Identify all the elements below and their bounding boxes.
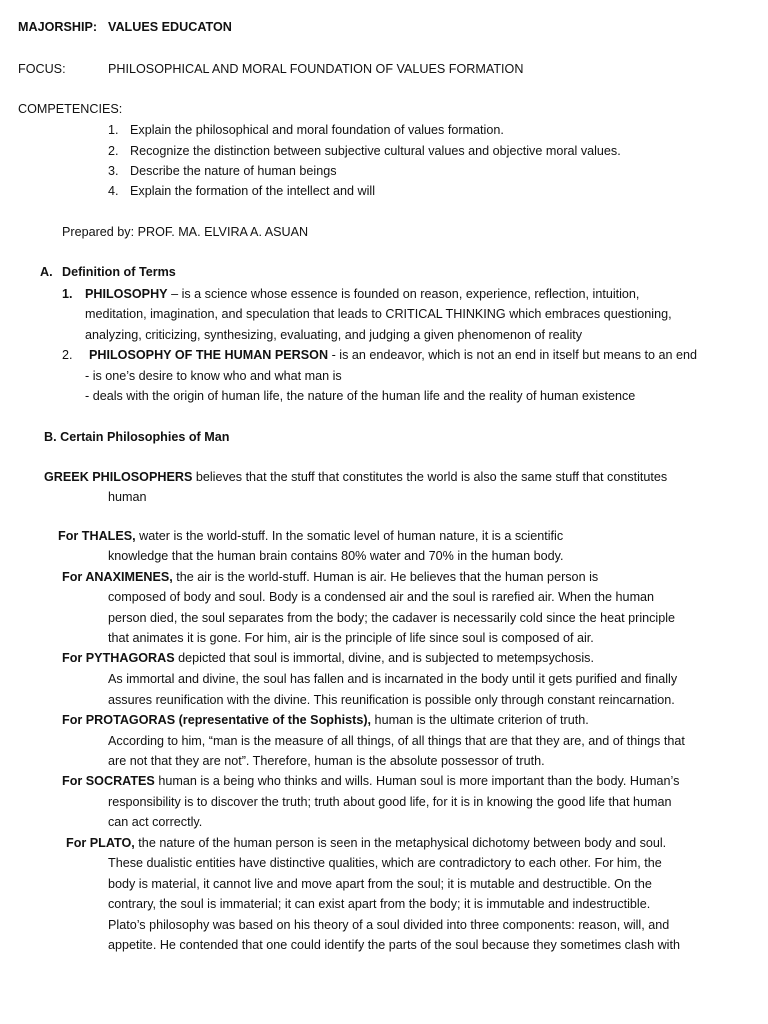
definition-philosophy-human-person xyxy=(89,347,697,363)
definition-number: 2. xyxy=(62,348,73,362)
greek-philosophers-paragraph xyxy=(44,469,667,485)
philosopher-term: For PLATO, xyxy=(66,836,135,850)
competency-number: 2. xyxy=(108,144,119,158)
paragraph-text: the air is the world-stuff. Human is air. He believes that the human person is xyxy=(172,570,599,584)
section-a-title: Definition of Terms xyxy=(62,265,176,279)
philosopher-term: For PYTHAGORAS xyxy=(62,651,175,665)
paragraph-text: the nature of the human person is seen in the metaphysical dichotomy between body and soul. xyxy=(134,836,667,850)
paragraph-text: human xyxy=(108,490,147,504)
paragraph-text: According to him, “man is the measure of all things, of all things that are that they are, and of things that xyxy=(108,734,685,748)
paragraph-text: composed of body and soul. Body is a condensed air and the soul is rarefied air. When the human xyxy=(108,590,655,604)
paragraph-text: human is a being who thinks and wills. Human soul is more important than the body. Human’s xyxy=(154,774,680,788)
definition-number: 1. xyxy=(62,287,73,301)
paragraph-text: These dualistic entities have distinctive qualities, which are contradictory to each other. For him, the xyxy=(108,856,662,870)
philosopher-term: For ANAXIMENES, xyxy=(62,570,173,584)
definition-text: - is an endeavor, which is not an end in itself but means to an end xyxy=(328,348,698,362)
anaximenes-paragraph xyxy=(62,569,598,585)
competency-number: 4. xyxy=(108,184,119,198)
paragraph-text: water is the world-stuff. In the somatic level of human nature, it is a scientific xyxy=(135,529,564,543)
competency-number: 3. xyxy=(108,164,119,178)
paragraph-text: appetite. He contended that one could identify the parts of the soul because they sometimes clash with xyxy=(108,938,680,952)
definition-text: - is one’s desire to know who and what man is xyxy=(85,369,342,383)
paragraph-text: human is the ultimate criterion of truth. xyxy=(371,713,589,727)
competency-number: 1. xyxy=(108,123,119,137)
competency-text: Recognize the distinction between subjective cultural values and objective moral values. xyxy=(130,144,621,158)
paragraph-text: body is material, it cannot live and move apart from the soul; it is mutable and destructible. On the xyxy=(108,877,652,891)
competencies-label: COMPETENCIES: xyxy=(18,102,123,116)
philosopher-term: For THALES, xyxy=(58,529,136,543)
pythagoras-paragraph xyxy=(62,650,594,666)
paragraph-text: Plato’s philosophy was based on his theory of a soul divided into three components: reason, will, and xyxy=(108,918,670,932)
competency-text: Explain the philosophical and moral foundation of values formation. xyxy=(130,123,504,137)
paragraph-text: knowledge that the human brain contains 80% water and 70% in the human body. xyxy=(108,549,564,563)
prepared-by: Prepared by: PROF. MA. ELVIRA A. ASUAN xyxy=(62,225,309,239)
paragraph-text: contrary, the soul is immaterial; it can exist apart from the body; it is immutable and indestructible. xyxy=(108,897,651,911)
paragraph-text: As immortal and divine, the soul has fallen and is incarnated in the body until it gets purified and finally xyxy=(108,672,678,686)
definition-text: meditation, imagination, and speculation that leads to CRITICAL THINKING which embraces questioning, xyxy=(85,307,672,321)
definition-text: - deals with the origin of human life, the nature of the human life and the reality of human existence xyxy=(85,389,636,403)
definition-text: – is a science whose essence is founded on reason, experience, reflection, intuition, xyxy=(167,287,640,301)
section-b-title: B. Certain Philosophies of Man xyxy=(44,430,230,444)
paragraph-text: assures reunification with the divine. This reunification is possible only through constant reincarnation. xyxy=(108,693,675,707)
definition-term: PHILOSOPHY OF THE HUMAN PERSON xyxy=(89,348,329,362)
paragraph-text: depicted that soul is immortal, divine, and is subjected to metempsychosis. xyxy=(174,651,594,665)
paragraph-text: responsibility is to discover the truth; truth about good life, for it is in knowing the good life that human xyxy=(108,795,672,809)
paragraph-text: can act correctly. xyxy=(108,815,203,829)
definition-term: PHILOSOPHY xyxy=(85,287,168,301)
paragraph-text: that animates it is gone. For him, air is the principle of life since soul is composed of air. xyxy=(108,631,594,645)
thales-paragraph xyxy=(58,528,563,544)
definition-text: analyzing, criticizing, synthesizing, evaluating, and judging a given phenomenon of reality xyxy=(85,328,583,342)
philosopher-term: For SOCRATES xyxy=(62,774,155,788)
plato-paragraph xyxy=(66,835,666,851)
protagoras-paragraph xyxy=(62,712,589,728)
focus-value: PHILOSOPHICAL AND MORAL FOUNDATION OF VALUES FORMATION xyxy=(108,62,524,76)
majorship-label: MAJORSHIP: xyxy=(18,20,98,34)
section-a-letter: A. xyxy=(40,265,53,279)
paragraph-text: person died, the soul separates from the body; the cadaver is necessarily cold since the heat principle xyxy=(108,611,676,625)
majorship-value: VALUES EDUCATON xyxy=(108,20,232,34)
competency-text: Describe the nature of human beings xyxy=(130,164,337,178)
definition-philosophy xyxy=(85,286,639,302)
focus-label: FOCUS: xyxy=(18,62,66,76)
philosopher-term: For PROTAGORAS (representative of the Sophists), xyxy=(62,713,372,727)
philosopher-term: GREEK PHILOSOPHERS xyxy=(44,470,193,484)
socrates-paragraph xyxy=(62,773,679,789)
paragraph-text: are not that they are not”. Therefore, human is the absolute possessor of truth. xyxy=(108,754,545,768)
paragraph-text: believes that the stuff that constitutes the world is also the same stuff that constitutes xyxy=(192,470,668,484)
competency-text: Explain the formation of the intellect and will xyxy=(130,184,376,198)
